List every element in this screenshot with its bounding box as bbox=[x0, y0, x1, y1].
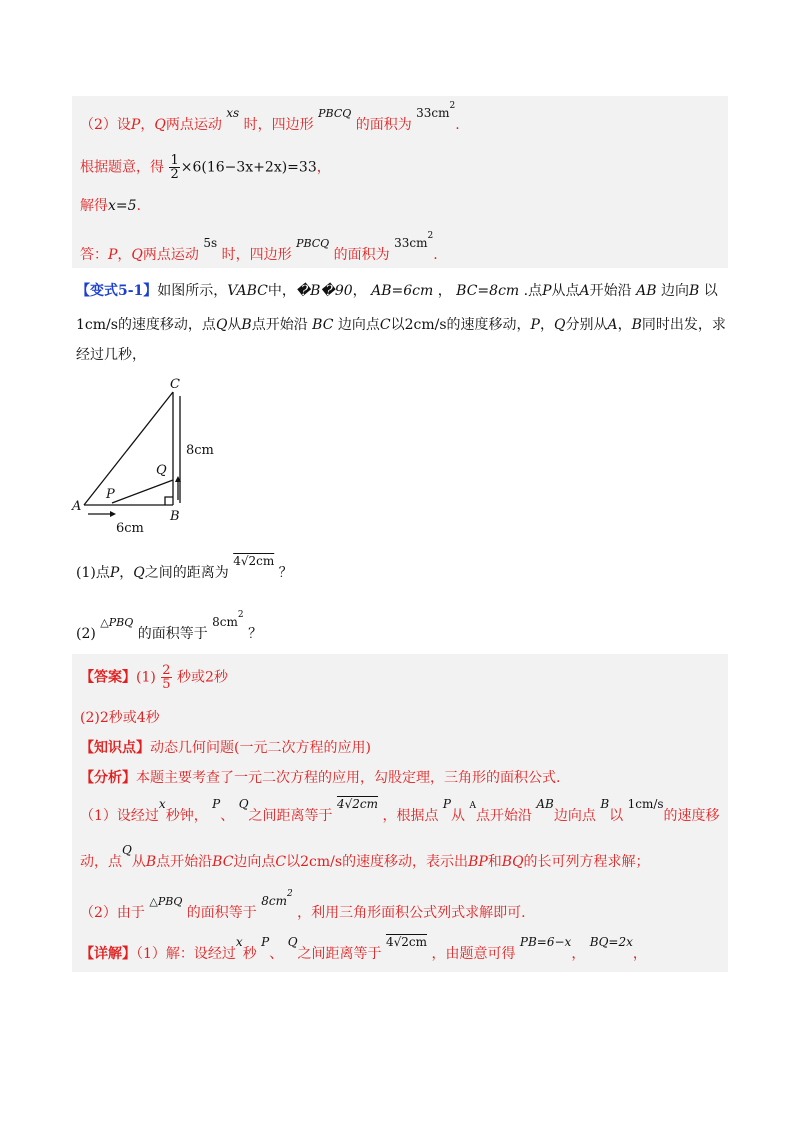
math: △PBQ bbox=[149, 895, 183, 908]
text: 根据题意，得 bbox=[80, 159, 164, 176]
analysis-tag: 【分析】 bbox=[80, 770, 136, 786]
problem-line-1 bbox=[76, 280, 718, 302]
text: 动，点 bbox=[80, 854, 122, 870]
var: A bbox=[579, 283, 590, 299]
analysis-step-2 bbox=[80, 889, 526, 924]
math: Q bbox=[238, 797, 249, 811]
text: 答： bbox=[80, 247, 108, 263]
equation-line bbox=[80, 154, 331, 181]
text: ？ bbox=[248, 626, 263, 642]
answer-line bbox=[80, 231, 438, 266]
math: P bbox=[442, 797, 451, 811]
problem-tag: 【变式5-1】 bbox=[76, 283, 158, 299]
math: △PBQ bbox=[100, 616, 134, 629]
math: P bbox=[212, 797, 221, 811]
side-ac bbox=[84, 392, 173, 505]
text: ， bbox=[140, 117, 155, 133]
text: ， bbox=[539, 317, 554, 333]
var: P bbox=[542, 283, 552, 299]
knowledge-tag: 【知识点】 bbox=[80, 740, 150, 756]
text: 和 bbox=[487, 854, 502, 870]
text: 秒 bbox=[242, 946, 257, 962]
text: 的长可列方程求解； bbox=[523, 854, 650, 870]
math: 1cm/s bbox=[627, 797, 664, 811]
math: P bbox=[261, 935, 270, 949]
text: 之间的距离为 bbox=[144, 565, 229, 581]
text: 的面积等于 bbox=[137, 626, 208, 642]
text: ，根据点 bbox=[382, 808, 439, 824]
analysis-line bbox=[80, 768, 560, 788]
text: 分别从 bbox=[565, 317, 608, 333]
text: 的速度移 bbox=[663, 808, 720, 824]
math: 4√2cm bbox=[385, 935, 427, 949]
text: 以 bbox=[609, 808, 624, 824]
solve-line bbox=[80, 196, 141, 216]
text: ， bbox=[571, 946, 586, 962]
text: 点开始沿 bbox=[475, 808, 532, 824]
math: PB=6−x bbox=[519, 935, 572, 949]
label-c: C bbox=[170, 377, 180, 392]
denominator: 2 bbox=[170, 167, 179, 182]
text: （2）由于 bbox=[80, 905, 145, 921]
math: AB bbox=[536, 797, 554, 811]
var: Q bbox=[133, 565, 145, 581]
math: 4√2cm bbox=[233, 554, 275, 568]
text: 的面积为 bbox=[333, 247, 390, 263]
sub-question-2 bbox=[76, 610, 263, 646]
text: 从点 bbox=[551, 283, 580, 299]
label-p: P bbox=[106, 487, 115, 502]
denominator: 5 bbox=[162, 677, 171, 692]
analysis-step-1 bbox=[80, 797, 720, 828]
math-xs: xs bbox=[226, 106, 240, 120]
text: 秒或2秒 bbox=[177, 669, 228, 686]
var: B bbox=[631, 317, 642, 333]
text: （1）设经过 bbox=[80, 808, 159, 824]
math: AB=6cm bbox=[371, 283, 434, 299]
text: . bbox=[136, 198, 141, 214]
text: 的速度移动，点 bbox=[117, 317, 216, 333]
text: ，由题意可得 bbox=[431, 946, 516, 962]
text: 8cm bbox=[261, 894, 287, 908]
math: BQ bbox=[501, 854, 524, 870]
text: (1) bbox=[136, 669, 156, 686]
text: 以 bbox=[703, 283, 718, 299]
var: Q bbox=[553, 317, 566, 333]
triangle-figure bbox=[70, 372, 230, 532]
math: A bbox=[469, 801, 476, 811]
text: 8cm bbox=[212, 615, 238, 629]
math: VABC bbox=[227, 283, 268, 299]
text: 点开始沿 bbox=[156, 854, 213, 870]
text: 2 bbox=[237, 610, 244, 620]
sub-question-1 bbox=[76, 554, 293, 584]
knowledge-line bbox=[80, 738, 371, 758]
q2-statement bbox=[80, 101, 460, 136]
text: 点开始沿 bbox=[251, 317, 308, 333]
text: (2)2秒或4秒 bbox=[80, 710, 160, 726]
var-q: Q bbox=[154, 117, 166, 133]
text: ， bbox=[117, 247, 132, 263]
math: B bbox=[600, 797, 610, 811]
text: 本题主要考查了一元二次方程的应用，勾股定理，三角形的面积公式. bbox=[136, 770, 561, 786]
math: 2cm/s bbox=[404, 317, 447, 333]
solution-block-top bbox=[72, 96, 728, 268]
text: 开始沿 bbox=[589, 283, 632, 299]
var: BC bbox=[312, 317, 334, 333]
math: B bbox=[145, 854, 157, 870]
var: P bbox=[109, 565, 120, 581]
label-b: B bbox=[170, 509, 180, 524]
text: ？ bbox=[278, 565, 293, 581]
text: 两点运动 bbox=[142, 247, 199, 263]
text: （2）设 bbox=[80, 117, 131, 133]
text: 、 bbox=[220, 808, 235, 824]
text: 以 bbox=[390, 317, 405, 333]
math-pbcq: PBCQ bbox=[318, 107, 352, 120]
text: 2 bbox=[286, 889, 293, 899]
var: AB bbox=[636, 283, 657, 299]
text: ， bbox=[632, 946, 647, 962]
var-q: Q bbox=[131, 247, 143, 263]
text: 边向点 bbox=[233, 854, 276, 870]
arrow-right-icon bbox=[110, 511, 116, 517]
text: 之间距离等于 bbox=[248, 808, 333, 824]
math: BC bbox=[212, 854, 234, 870]
math: BQ=2x bbox=[589, 935, 633, 949]
text: . bbox=[455, 117, 460, 133]
text: ， bbox=[316, 159, 331, 176]
var: B bbox=[241, 317, 252, 333]
text: ， bbox=[617, 317, 632, 333]
math-area bbox=[416, 101, 456, 120]
text: 从 bbox=[227, 317, 242, 333]
var: C bbox=[379, 317, 391, 333]
text: 从 bbox=[450, 808, 465, 824]
math: BP bbox=[468, 854, 488, 870]
var: B bbox=[688, 283, 700, 299]
answer-line bbox=[80, 664, 228, 691]
math: x bbox=[158, 797, 166, 811]
text: 解得 bbox=[80, 198, 108, 214]
problem-line-2 bbox=[76, 314, 726, 336]
text: ， bbox=[437, 283, 452, 299]
var: A bbox=[607, 317, 618, 333]
text: （1）解：设经过 bbox=[136, 946, 236, 962]
text: 33cm bbox=[416, 106, 450, 120]
text: 之间距离等于 bbox=[297, 946, 382, 962]
var: Q bbox=[215, 317, 228, 333]
math: x bbox=[235, 935, 243, 949]
text: . bbox=[433, 247, 438, 263]
label-6cm: 6cm bbox=[116, 521, 144, 532]
math-pbcq: PBCQ bbox=[296, 237, 330, 250]
text: ，利用三角形面积公式列式求解即可. bbox=[297, 905, 526, 921]
math: C bbox=[275, 854, 287, 870]
text: 时，四边形 bbox=[221, 247, 292, 263]
math: 4√2cm bbox=[336, 797, 378, 811]
math: Q bbox=[122, 843, 132, 857]
detail-line bbox=[80, 935, 647, 964]
text: 、 bbox=[269, 946, 284, 962]
right-angle-mark bbox=[165, 497, 173, 505]
math-area bbox=[394, 231, 434, 250]
text: 秒钟， bbox=[165, 808, 208, 824]
text: (1)点 bbox=[76, 565, 110, 581]
text: 中， bbox=[267, 283, 296, 299]
text: 从 bbox=[131, 854, 146, 870]
text: 的面积为 bbox=[355, 117, 412, 133]
text: (2) bbox=[76, 626, 96, 642]
answer-block bbox=[72, 654, 728, 972]
math: BC=8cm bbox=[456, 283, 520, 299]
var: P bbox=[530, 317, 540, 333]
numerator: 2 bbox=[162, 663, 171, 678]
label-q: Q bbox=[156, 463, 167, 478]
text: 的面积等于 bbox=[186, 905, 257, 921]
text: 以 bbox=[286, 854, 301, 870]
text: 2 bbox=[449, 101, 456, 111]
math-area bbox=[261, 889, 293, 908]
text: 的速度移动， bbox=[446, 317, 531, 333]
detail-tag: 【详解】 bbox=[80, 946, 136, 962]
problem-line-3 bbox=[76, 344, 146, 366]
text: .点 bbox=[523, 283, 543, 299]
var-p: P bbox=[108, 247, 118, 263]
equation: ×6(16−3x+2x)=33 bbox=[180, 159, 317, 176]
fraction bbox=[169, 154, 179, 181]
text: 经过几秒， bbox=[76, 347, 146, 363]
analysis-step-1-cont bbox=[80, 843, 650, 872]
text: 两点运动 bbox=[165, 117, 222, 133]
text: 边向点 bbox=[553, 808, 596, 824]
math: 2cm/s bbox=[300, 854, 343, 870]
text: 的速度移动，表示出 bbox=[342, 854, 469, 870]
math-5s: 5s bbox=[203, 236, 218, 250]
var-p: P bbox=[130, 117, 141, 133]
segment-pq bbox=[112, 480, 173, 503]
math: �B�90 bbox=[295, 283, 353, 299]
label-8cm: 8cm bbox=[186, 443, 214, 458]
math: Q bbox=[287, 935, 298, 949]
numerator: 1 bbox=[170, 153, 179, 168]
text: 33cm bbox=[394, 236, 428, 250]
text: 如图所示， bbox=[157, 283, 228, 299]
answer-tag: 【答案】 bbox=[80, 669, 136, 686]
math-area bbox=[212, 610, 244, 629]
text: 边向点 bbox=[337, 317, 380, 333]
text: 动态几何问题(一元二次方程的应用) bbox=[150, 740, 371, 756]
text: 时，四边形 bbox=[243, 117, 314, 133]
answer-line-2 bbox=[80, 708, 160, 728]
text: ， bbox=[119, 565, 134, 581]
text: 2 bbox=[427, 231, 434, 241]
math: x=5 bbox=[108, 198, 137, 214]
fraction bbox=[161, 664, 171, 691]
math: 1cm/s bbox=[76, 317, 118, 333]
label-a: A bbox=[72, 499, 82, 514]
text: ， bbox=[352, 283, 367, 299]
text: 边向 bbox=[660, 283, 689, 299]
text: 同时出发，求 bbox=[641, 317, 726, 333]
